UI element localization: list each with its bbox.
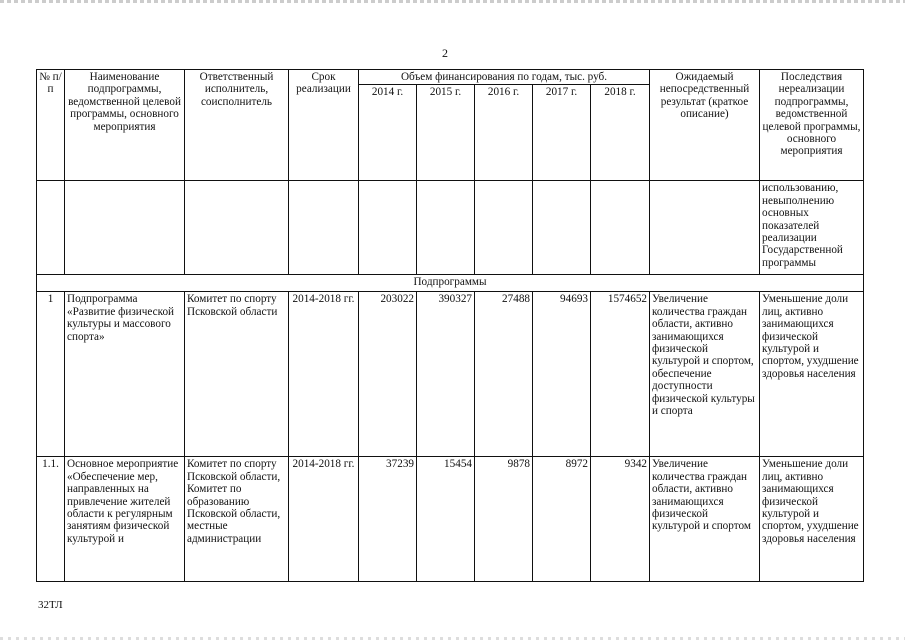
row-value: 37239 — [359, 457, 417, 582]
section-title: Подпрограммы — [37, 275, 864, 292]
col-consequences-header: Последствия нереализации подпрограммы, ведомственной целевой программы, основного мероприятия — [760, 70, 864, 181]
row-value: 27488 — [475, 292, 533, 457]
page-number: 2 — [442, 46, 448, 60]
row-value: 390327 — [417, 292, 475, 457]
row-term: 2014-2018 гг. — [289, 457, 359, 582]
row-value: 203022 — [359, 292, 417, 457]
scan-top-edge — [0, 0, 905, 3]
row-value: 1574652 — [591, 292, 650, 457]
year-header: 2017 г. — [533, 85, 591, 181]
program-table — [36, 69, 864, 582]
year-header: 2015 г. — [417, 85, 475, 181]
row-executor: Комитет по спорту Псковской области — [185, 292, 289, 457]
row-result: Увеличение количества граждан области, активно занимающихся физической культурой и спортом — [650, 457, 760, 582]
row-name: Подпрограмма «Развитие физической культуры и массового спорта» — [65, 292, 185, 457]
row-value: 94693 — [533, 292, 591, 457]
row-value: 9342 — [591, 457, 650, 582]
row-consequences: Уменьшение доли лиц, активно занимающихся физической культурой и спортом, ухудшение здоровья населения — [760, 292, 864, 457]
col-name-header: Наименование подпрограммы, ведомственной целевой программы, основного мероприятия — [65, 70, 185, 181]
continuation-row — [37, 181, 864, 275]
row-value: 15454 — [417, 457, 475, 582]
col-term-header: Срок реализации — [289, 70, 359, 181]
row-executor: Комитет по спорту Псковской области, Комитет по образованию Псковской области, местные администрации — [185, 457, 289, 582]
row-consequences: Уменьшение доли лиц, активно занимающихся физической культурой и спортом, ухудшение здоровья населения — [760, 457, 864, 582]
header-row — [37, 70, 864, 85]
row-num: 1.1. — [37, 457, 65, 582]
row-name: Основное мероприятие «Обеспечение мер, направленных на привлечение жителей области к регулярным занятиям физической культурой и — [65, 457, 185, 582]
row-value: 9878 — [475, 457, 533, 582]
col-result-header: Ожидаемый непосредственный результат (краткое описание) — [650, 70, 760, 181]
row-term: 2014-2018 гг. — [289, 292, 359, 457]
row-result: Увеличение количества граждан области, активно занимающихся физической культурой и спортом, обеспечение доступности физической культуры и спорта — [650, 292, 760, 457]
row-num: 1 — [37, 292, 65, 457]
col-num-header: № п/п — [37, 70, 65, 181]
table-row — [37, 292, 864, 457]
year-header: 2014 г. — [359, 85, 417, 181]
col-executor-header: Ответственный исполнитель, соисполнитель — [185, 70, 289, 181]
row-value: 8972 — [533, 457, 591, 582]
col-financing-header: Объем финансирования по годам, тыс. руб. — [359, 70, 650, 85]
continuation-text: использованию, невыполнению основных показателей реализации Государственной программы — [760, 181, 864, 275]
section-row — [37, 275, 864, 292]
footer-code: 32ТЛ — [38, 599, 63, 611]
year-header: 2016 г. — [475, 85, 533, 181]
year-header: 2018 г. — [591, 85, 650, 181]
table-row — [37, 457, 864, 582]
